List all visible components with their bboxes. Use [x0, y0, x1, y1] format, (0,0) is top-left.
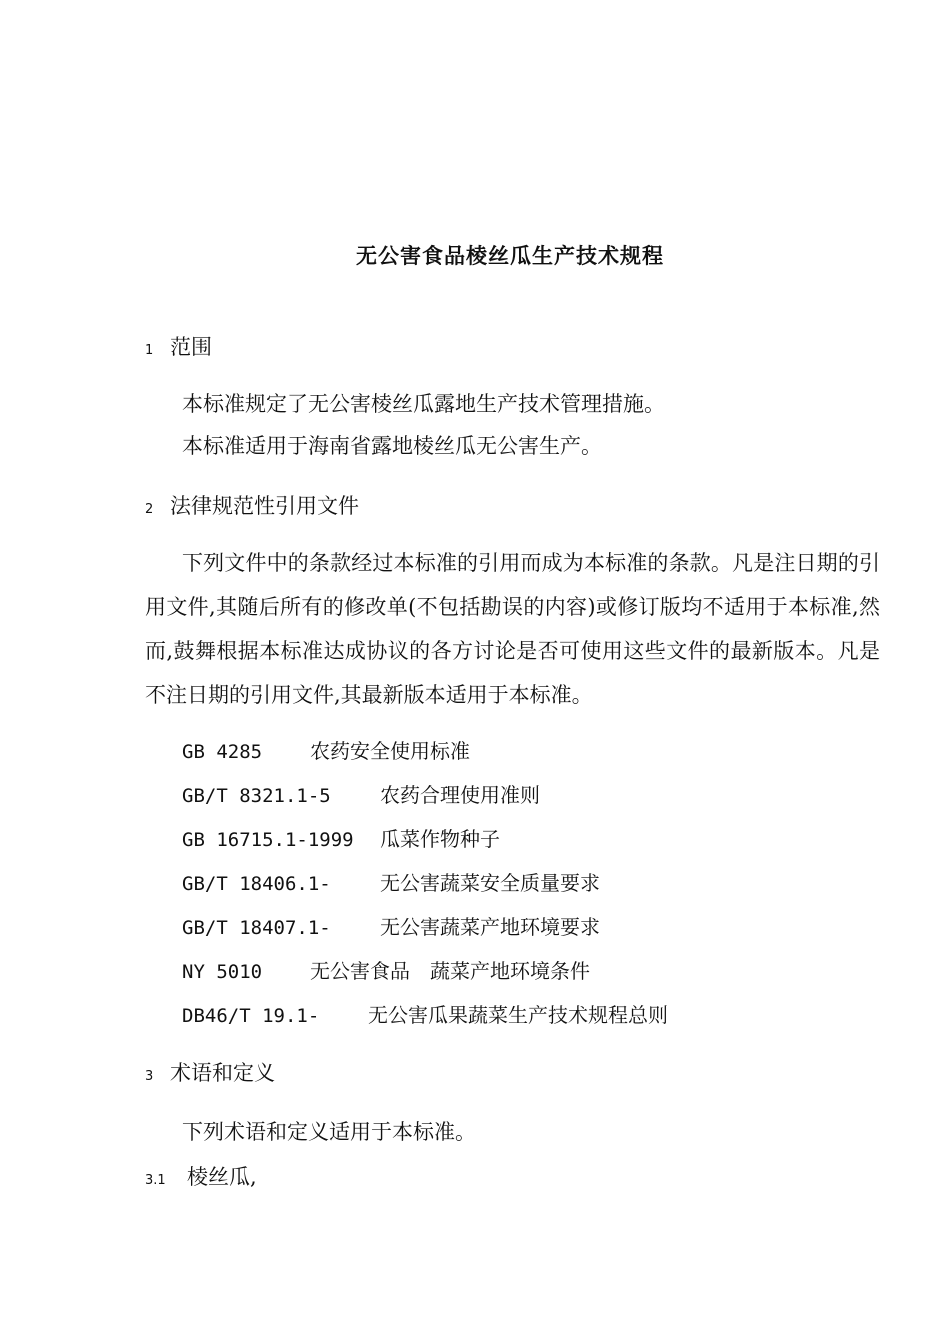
scope-paragraph: 本标准规定了无公害棱丝瓜露地生产技术管理措施。: [182, 392, 665, 416]
document-title: 无公害食品棱丝瓜生产技术规程: [356, 244, 664, 268]
section-number: 1: [145, 343, 154, 358]
reference-code: GB/T 8321.1-5: [182, 785, 331, 807]
reference-title: 农药安全使用标准: [310, 739, 470, 763]
subsection-number: 3.1: [145, 1173, 166, 1188]
reference-title: 无公害蔬菜安全质量要求: [380, 871, 600, 895]
reference-code: GB 16715.1-1999: [182, 829, 354, 851]
scope-paragraph: 本标准适用于海南省露地棱丝瓜无公害生产。: [182, 434, 602, 458]
reference-title: 瓜菜作物种子: [380, 827, 500, 851]
reference-code: DB46/T 19.1-: [182, 1005, 320, 1027]
references-intro-paragraph: 下列文件中的条款经过本标准的引用而成为本标准的条款。凡是注日期的引用文件,其随后所有的修改单(不包括勘误的内容)或修订版均不适用于本标准,然而,鼓舞根据本标准达成协议的各方讨论是否可使用这些文件的最新版本。凡是不注日期的引用文件,其最新版本适用于本标准。: [145, 551, 880, 707]
section-title: 范围: [170, 335, 212, 359]
section-title: 术语和定义: [170, 1061, 275, 1085]
subsection-title: 棱丝瓜,: [187, 1165, 257, 1189]
section-title: 法律规范性引用文件: [170, 494, 359, 518]
section-number: 3: [145, 1069, 154, 1084]
section-heading-terms: [145, 1058, 275, 1092]
subsection-heading: [145, 1162, 257, 1196]
reference-item: [182, 912, 600, 943]
reference-item: [182, 1000, 668, 1031]
section-heading-scope: [145, 332, 212, 366]
reference-title: 无公害蔬菜产地环境要求: [380, 915, 600, 939]
reference-code: GB 4285: [182, 741, 263, 763]
reference-title: 无公害食品 蔬菜产地环境条件: [310, 959, 590, 983]
reference-title: 农药合理使用准则: [380, 783, 540, 807]
reference-code: GB/T 18406.1-: [182, 873, 331, 895]
reference-item: [182, 780, 540, 811]
reference-code: NY 5010: [182, 961, 263, 983]
reference-code: GB/T 18407.1-: [182, 917, 331, 939]
reference-item: [182, 868, 600, 899]
reference-title: 无公害瓜果蔬菜生产技术规程总则: [368, 1003, 668, 1027]
reference-item: [182, 956, 590, 987]
reference-item: [182, 824, 500, 855]
reference-item: [182, 736, 470, 767]
terms-intro-paragraph: 下列术语和定义适用于本标准。: [182, 1120, 476, 1144]
section-number: 2: [145, 502, 154, 517]
section-heading-references: [145, 491, 359, 525]
